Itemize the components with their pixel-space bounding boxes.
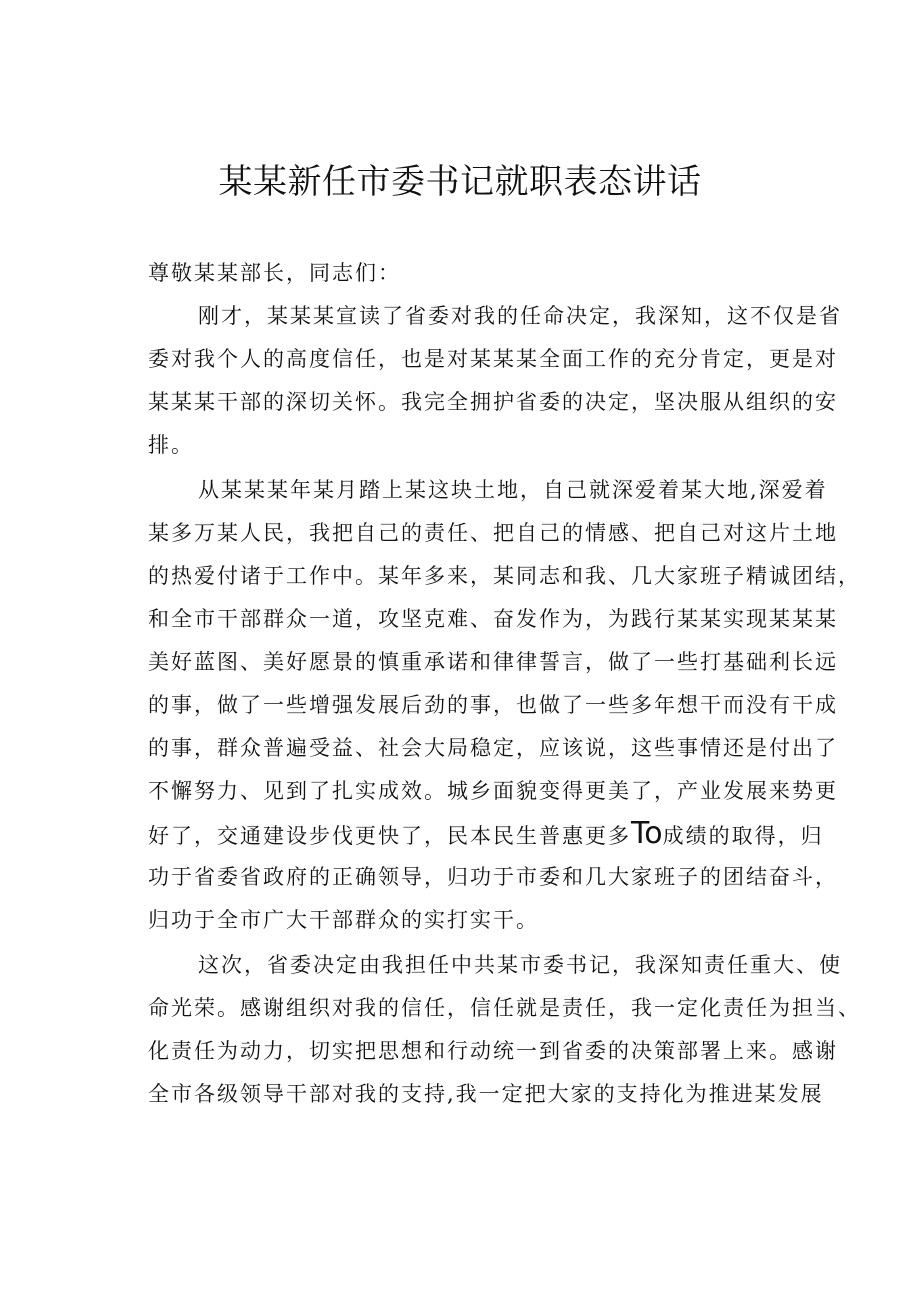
paragraph-1-line-1: 刚才，某某某宣读了省委对我的任命决定，我深知，这不仅是省 [198,304,842,328]
inline-token: To [631,816,663,851]
paragraph-1-line-3: 某某某干部的深切关怀。我完全拥护省委的决定，坚决服从组织的安 [148,390,838,414]
page-title: 某某新任市委书记就职表态讲话 [218,162,702,202]
paragraph-1-line-2: 委对我个人的高度信任，也是对某某某全面工作的充分肯定，更是对 [148,347,838,371]
paragraph-2-line-7: 的事，群众普遍受益、社会大局稳定，应该说，这些事情还是付出了 [148,736,838,760]
paragraph-2-line-4: 和全市干部群众一道，攻坚克难、奋发作为，为践行某某实现某某某 [148,607,838,631]
line-text-before-token: 好了，交通建设步伐更快了，民本民生普惠更多 [148,824,631,848]
paragraph-2-line-10: 功于省委省政府的正确领导，归功于市委和几大家班子的团结奋斗， [148,865,838,889]
paragraph-3-line-4: 全市各级领导干部对我的支持,我一定把大家的支持化为推进某发展 [148,1082,824,1106]
paragraph-2-line-6: 的事，做了一些增强发展后劲的事，也做了一些多年想干而没有干成 [148,693,838,717]
paragraph-1-line-4: 排。 [148,433,194,457]
line-text-after-token: 成绩的取得，归 [662,824,824,848]
paragraph-2-line-2: 某多万某人民，我把自己的责任、把自己的情感、把自己对这片土地 [148,521,838,545]
paragraph-3-line-1: 这次，省委决定由我担任中共某市委书记，我深知责任重大、使 [198,953,842,977]
paragraph-3-line-3: 化责任为动力，切实把思想和行动统一到省委的决策部署上来。感谢 [148,1039,838,1063]
paragraph-2-line-8: 不懈努力、见到了扎实成效。城乡面貌变得更美了，产业发展来势更 [148,779,838,803]
paragraph-3-line-2: 命光荣。感谢组织对我的信任，信任就是责任，我一定化责任为担当、 [148,996,861,1020]
salutation: 尊敬某某部长，同志们： [148,261,401,285]
paragraph-2-line-11: 归功于全市广大干部群众的实打实干。 [148,908,539,932]
paragraph-2-line-1: 从某某某年某月踏上某这块土地，自己就深爱着某大地,深爱着 [198,478,828,502]
paragraph-2-line-3: 的热爱付诸于工作中。某年多来，某同志和我、几大家班子精诚团结， [148,564,861,588]
paragraph-2-line-5: 美好蓝图、美好愿景的慎重承诺和律律誓言，做了一些打基础利长远 [148,650,838,674]
paragraph-2-line-9 [148,816,828,851]
